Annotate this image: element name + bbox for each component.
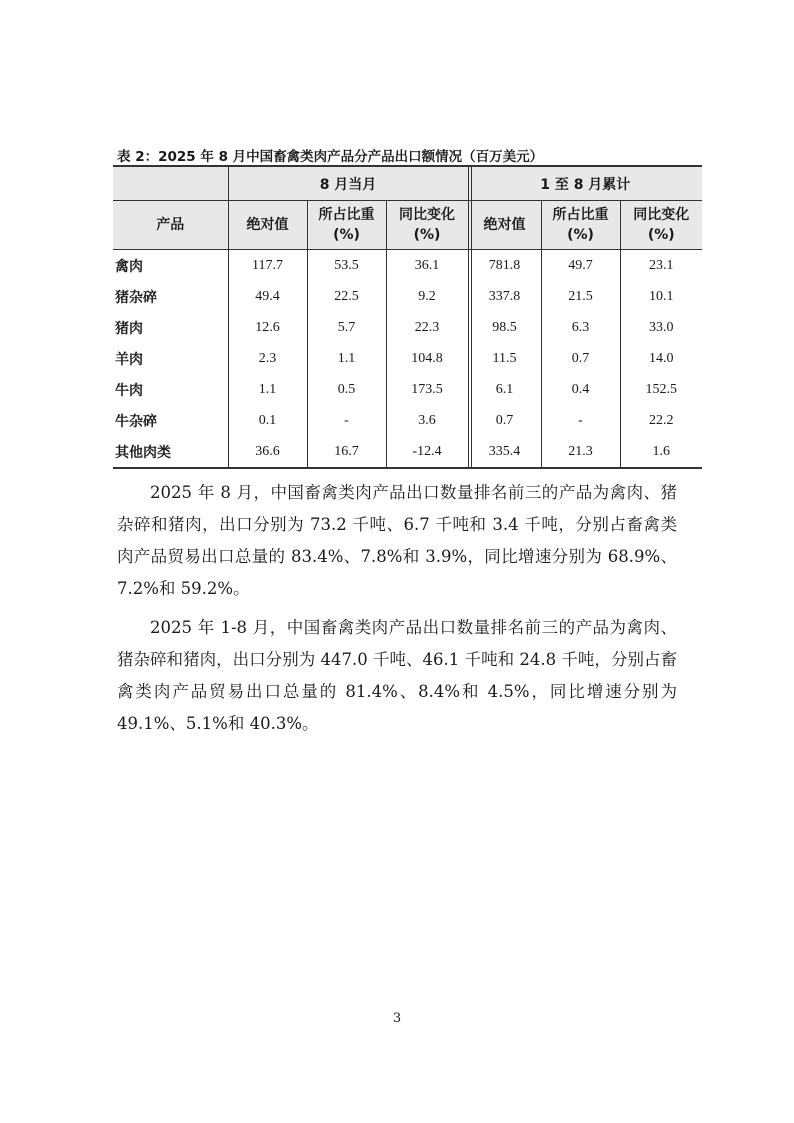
cell-cum-abs: 0.7 (468, 405, 541, 436)
cell-product: 牛杂碎 (115, 413, 157, 430)
cell-month-yoy: 9.2 (386, 281, 468, 312)
cell-month-abs: 36.6 (228, 436, 307, 468)
cell-month-share: 0.5 (307, 374, 386, 405)
cell-month-abs: 49.4 (228, 281, 307, 312)
cell-cum-yoy: 1.6 (620, 436, 702, 468)
table-row (113, 436, 702, 468)
cell-month-yoy: 104.8 (386, 343, 468, 374)
cell-month-share: 16.7 (307, 436, 386, 468)
cell-cum-abs: 335.4 (468, 436, 541, 468)
paragraph-august: 2025 年 8 月，中国畜禽类肉产品出口数量排名前三的产品为禽肉、猪杂碎和猪肉，出口分别为 73.2 千吨、6.7 千吨和 3.4 千吨，分别占畜禽类肉产品贸易出口总量的 83.4%、7.8%和 3.9%，同比增速分别为 68.9%、7.2%和 59.2%。 (117, 483, 677, 598)
cell-cum-abs: 11.5 (468, 343, 541, 374)
cell-month-yoy: 36.1 (386, 250, 468, 282)
col-header-product: 产品 (113, 201, 228, 250)
cell-product: 禽肉 (115, 258, 143, 275)
group-header-month: 8 月当月 (228, 166, 468, 201)
cell-product: 羊肉 (115, 351, 143, 368)
col-header-cum-abs: 绝对值 (468, 201, 541, 250)
cell-month-share: - (307, 405, 386, 436)
table-row (113, 343, 702, 374)
paragraph-jan-aug: 2025 年 1-8 月，中国畜禽类肉产品出口数量排名前三的产品为禽肉、猪杂碎和猪肉，出口分别为 447.0 千吨、46.1 千吨和 24.8 千吨，分别占畜禽类肉产品贸易出口总量的 81.4%、8.4%和 4.5%，同比增速分别为 49.1%、5.1%和 40.3%。 (117, 618, 677, 733)
cell-cum-share: 6.3 (541, 312, 620, 343)
cell-month-share: 53.5 (307, 250, 386, 282)
col-header-cum-share: 所占比重 (%) (541, 201, 620, 250)
export-value-table (113, 165, 702, 469)
cell-month-abs: 2.3 (228, 343, 307, 374)
cell-month-share: 1.1 (307, 343, 386, 374)
cell-product: 猪肉 (115, 320, 143, 337)
cell-month-abs: 117.7 (228, 250, 307, 282)
group-header-cumulative: 1 至 8 月累计 (468, 166, 702, 201)
col-header-month-yoy: 同比变化 (%) (386, 201, 468, 250)
table-row (113, 281, 702, 312)
table-row (113, 250, 702, 282)
cell-cum-yoy: 14.0 (620, 343, 702, 374)
cell-month-share: 22.5 (307, 281, 386, 312)
cell-product: 其他肉类 (113, 436, 228, 468)
cell-product: 猪杂碎 (115, 289, 157, 306)
cell-month-abs: 12.6 (228, 312, 307, 343)
col-header-month-share: 所占比重 (%) (307, 201, 386, 250)
cell-cum-yoy: 10.1 (620, 281, 702, 312)
cell-month-abs: 1.1 (228, 374, 307, 405)
table-caption: 表 2：2025 年 8 月中国畜禽类肉产品分产品出口额情况（百万美元） (117, 149, 544, 165)
cell-cum-share: 21.3 (541, 436, 620, 468)
cell-cum-abs: 337.8 (468, 281, 541, 312)
cell-cum-yoy: 22.2 (620, 405, 702, 436)
cell-cum-share: 0.4 (541, 374, 620, 405)
cell-month-share: 5.7 (307, 312, 386, 343)
cell-cum-share: - (541, 405, 620, 436)
cell-month-yoy: -12.4 (386, 436, 468, 468)
cell-month-yoy: 3.6 (386, 405, 468, 436)
cell-cum-yoy: 152.5 (620, 374, 702, 405)
cell-product: 牛肉 (115, 382, 143, 399)
corner-cell (113, 166, 228, 201)
cell-cum-share: 21.5 (541, 281, 620, 312)
cell-month-yoy: 22.3 (386, 312, 468, 343)
page-number: 3 (392, 1011, 402, 1026)
table-row (113, 374, 702, 405)
col-header-month-abs: 绝对值 (228, 201, 307, 250)
cell-month-yoy: 173.5 (386, 374, 468, 405)
cell-cum-abs: 6.1 (468, 374, 541, 405)
cell-cum-share: 49.7 (541, 250, 620, 282)
cell-cum-abs: 781.8 (468, 250, 541, 282)
cell-month-abs: 0.1 (228, 405, 307, 436)
group-header-row (113, 166, 702, 201)
cell-cum-yoy: 23.1 (620, 250, 702, 282)
cell-cum-yoy: 33.0 (620, 312, 702, 343)
cell-cum-abs: 98.5 (468, 312, 541, 343)
cell-cum-share: 0.7 (541, 343, 620, 374)
col-header-cum-yoy: 同比变化 (%) (620, 201, 702, 250)
table-row (113, 312, 702, 343)
table-row (113, 405, 702, 436)
column-header-row (113, 201, 702, 250)
